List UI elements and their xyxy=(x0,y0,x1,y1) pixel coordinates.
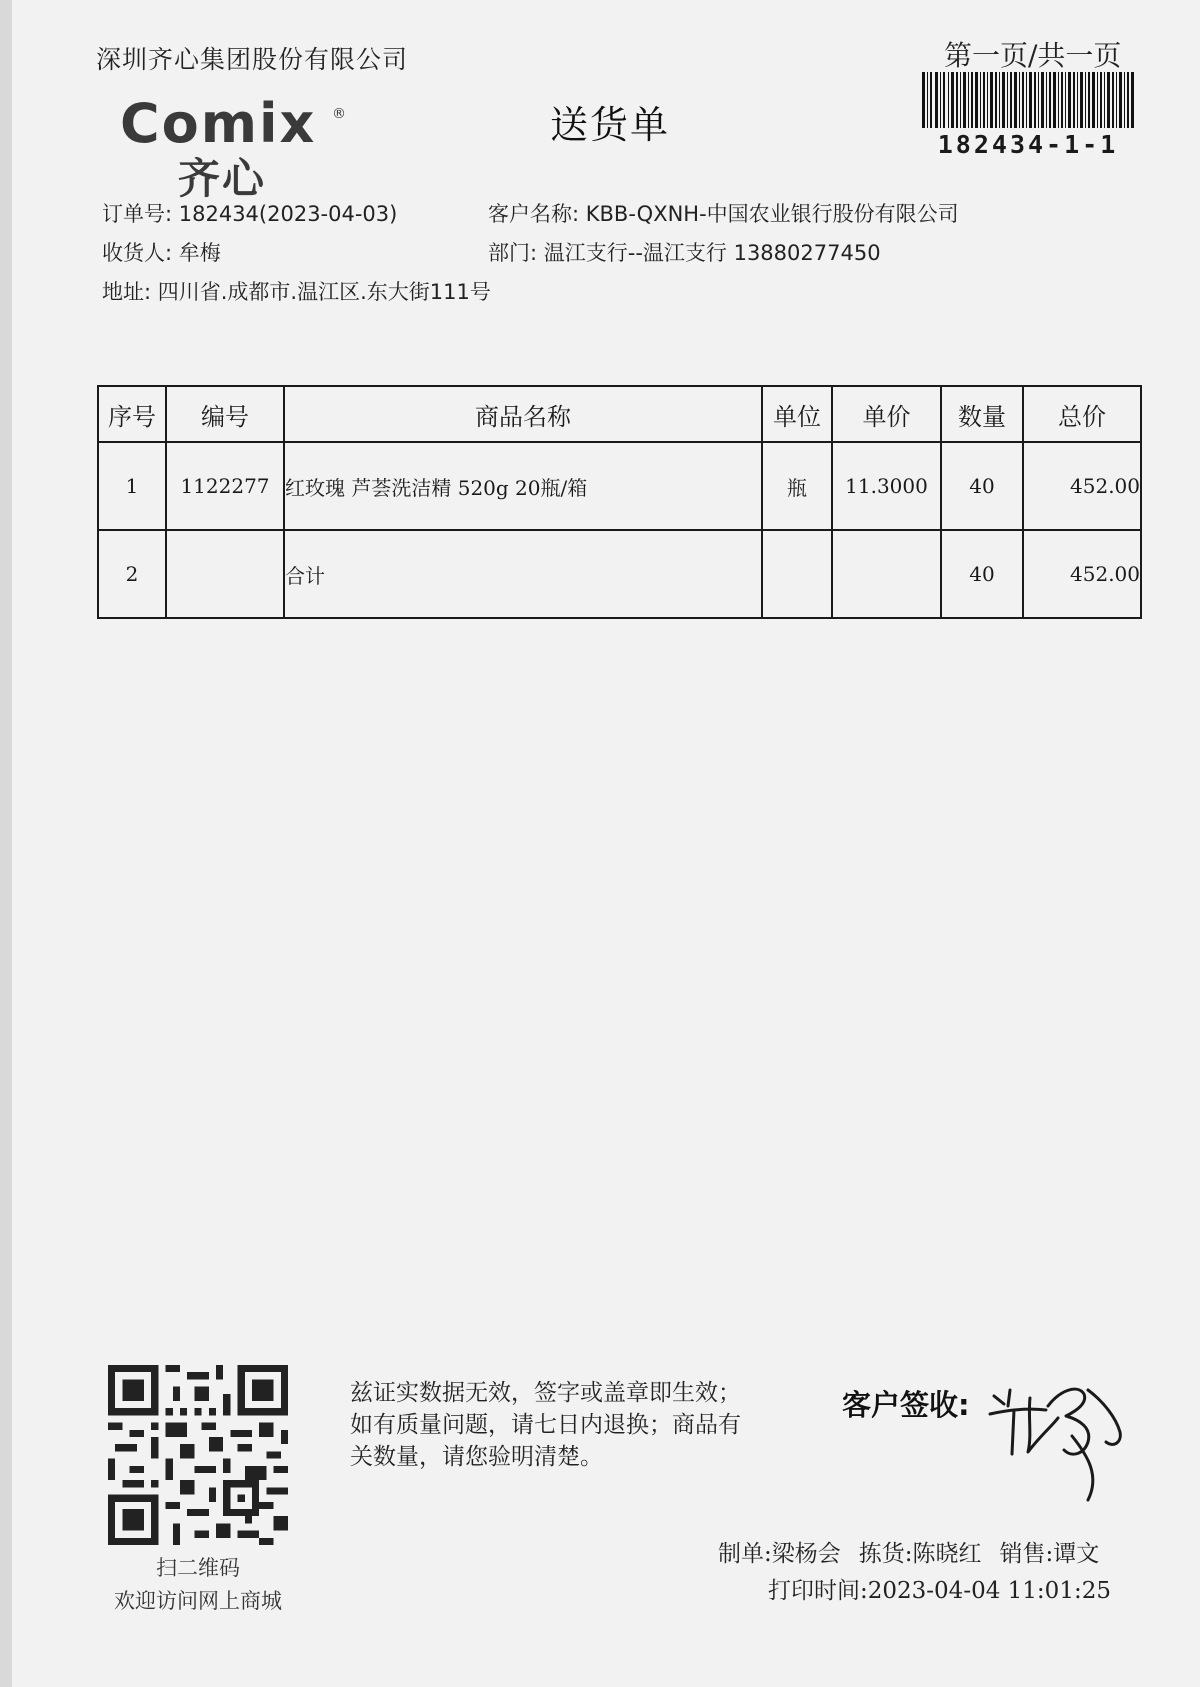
items-table xyxy=(97,385,1142,619)
print-time: 打印时间:2023-04-04 11:01:25 xyxy=(768,1578,1111,1604)
col-header-unit: 单位 xyxy=(762,386,832,442)
department: 部门: 温江支行--温江支行 13880277450 xyxy=(488,241,881,265)
cell-unit-price xyxy=(832,530,941,618)
cell-product-name: 红玫瑰 芦荟洗洁精 520g 20瓶/箱 xyxy=(284,442,762,530)
staff-line xyxy=(718,1535,1117,1568)
col-header-product-name: 商品名称 xyxy=(284,386,762,442)
customer-name: 客户名称: KBB-QXNH-中国农业银行股份有限公司 xyxy=(488,202,959,226)
qr-caption-scan: 扫二维码 xyxy=(156,1556,240,1580)
col-header-seq: 序号 xyxy=(98,386,166,442)
picker-name: 拣货:陈晓红 xyxy=(858,1541,982,1567)
cell-unit: 瓶 xyxy=(762,442,832,530)
barcode xyxy=(920,72,1136,128)
col-header-code: 编号 xyxy=(166,386,284,442)
customer-signature-label: 客户签收: xyxy=(842,1388,970,1422)
order-number: 订单号: 182434(2023-04-03) xyxy=(102,202,398,226)
col-header-total: 总价 xyxy=(1023,386,1141,442)
sales-name: 销售:谭文 xyxy=(999,1541,1100,1567)
company-name: 深圳齐心集团股份有限公司 xyxy=(96,45,409,74)
document-title: 送货单 xyxy=(550,103,671,147)
notice-text: 兹证实数据无效，签字或盖章即生效；如有质量问题，请七日内退换；商品有关数量，请您验明清楚。 xyxy=(350,1380,741,1470)
cell-code: 1122277 xyxy=(166,442,284,530)
col-header-unit-price: 单价 xyxy=(832,386,941,442)
barcode-number: 182434-1-1 xyxy=(937,130,1119,159)
qr-caption-mall: 欢迎访问网上商城 xyxy=(114,1589,282,1613)
cell-seq: 1 xyxy=(98,442,166,530)
table-row-summary xyxy=(98,530,1141,618)
handwritten-signature xyxy=(988,1376,1128,1506)
receiver-name: 收货人: 牟梅 xyxy=(102,241,221,265)
cell-summary-label: 合计 xyxy=(284,530,762,618)
comix-logo: Comix xyxy=(120,92,317,155)
maker-name: 制单:梁杨会 xyxy=(718,1541,841,1567)
cell-quantity: 40 xyxy=(941,530,1023,618)
qixin-logo: 齐心 xyxy=(178,154,267,203)
cell-quantity: 40 xyxy=(941,442,1023,530)
cell-total: 452.00 xyxy=(1023,442,1141,530)
col-header-quantity: 数量 xyxy=(941,386,1023,442)
cell-seq: 2 xyxy=(98,530,166,618)
cell-total: 452.00 xyxy=(1023,530,1141,618)
page-number: 第一页/共一页 xyxy=(944,39,1122,72)
table-header-row xyxy=(98,386,1141,442)
qr-code xyxy=(108,1365,288,1545)
registered-mark: ® xyxy=(332,106,346,122)
cell-unit-price: 11.3000 xyxy=(832,442,941,530)
cell-unit xyxy=(762,530,832,618)
cell-code xyxy=(166,530,284,618)
table-row xyxy=(98,442,1141,530)
delivery-address: 地址: 四川省.成都市.温江区.东大街111号 xyxy=(102,280,491,304)
